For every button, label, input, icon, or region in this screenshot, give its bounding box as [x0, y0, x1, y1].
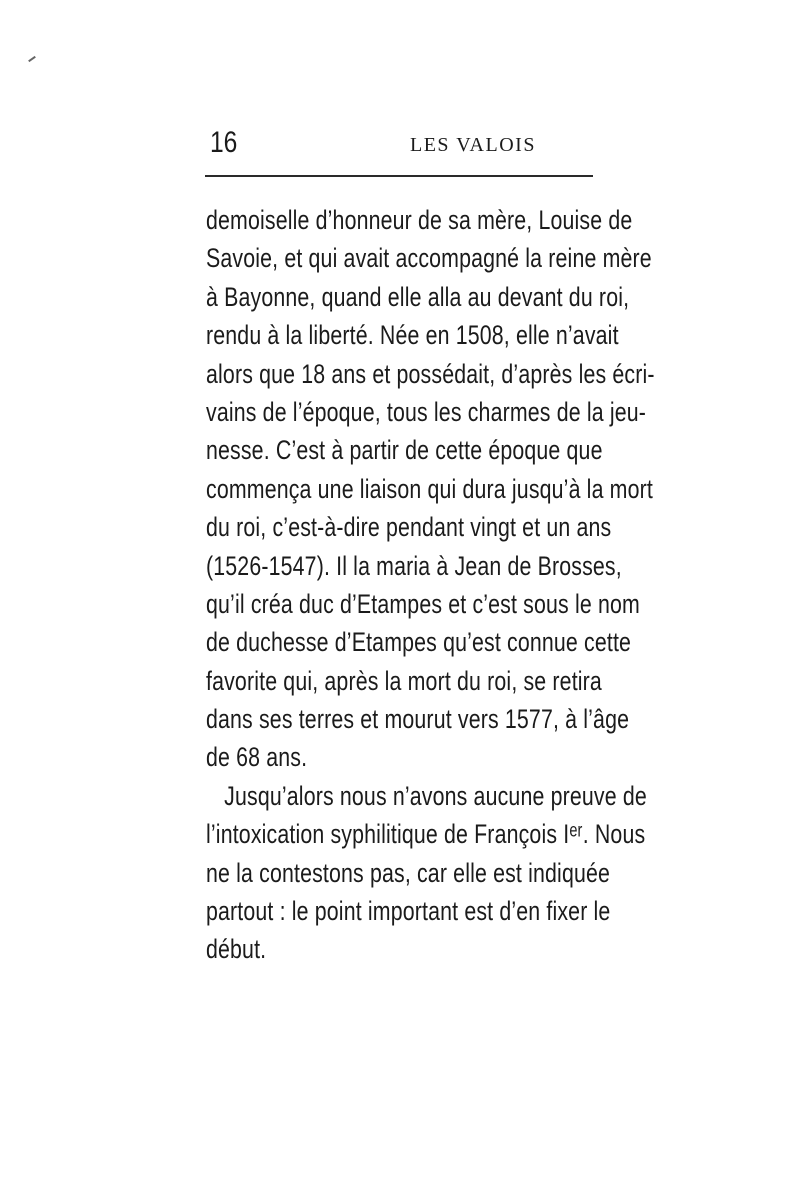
paragraph-start-line: Jusqu’alors nous n’avons aucune preuve de	[224, 780, 647, 811]
page-header	[0, 128, 800, 168]
body-text	[206, 201, 730, 969]
text-line: de 68 ans.	[206, 742, 308, 773]
page-number: 16	[210, 126, 238, 159]
text-line: ne la contestons pas, car elle est indiquée	[206, 857, 611, 888]
text-line: à Bayonne, quand elle alla au devant du roi,	[206, 281, 630, 312]
text-line: demoiselle d’honneur de sa mère, Louise de	[206, 205, 633, 235]
text-line: alors que 18 ans et possédait, d’après les écri-	[206, 358, 655, 389]
text-line: rendu à la liberté. Née en 1508, elle n’avait	[206, 320, 619, 351]
text-line: partout : le point important est d’en fixer le	[206, 896, 611, 927]
text-line: commença une liaison qui dura jusqu’à la mort	[206, 473, 653, 504]
text-line: Savoie, et qui avait accompagné la reine mère	[206, 243, 652, 274]
text-line: favorite qui, après la mort du roi, se retira	[206, 665, 602, 696]
text-line: qu’il créa duc d’Etampes et c’est sous le nom	[206, 588, 640, 619]
text-line: début.	[206, 934, 267, 965]
text-line: de duchesse d’Etampes qu’est connue cette	[206, 627, 632, 658]
text-line: du roi, c’est-à-dire pendant vingt et un ans	[206, 512, 612, 543]
running-head: LES VALOIS	[410, 134, 536, 156]
text-line: (1526-1547). Il la maria à Jean de Brosses,	[206, 550, 622, 581]
scan-mark	[28, 56, 36, 62]
text-line: nesse. C’est à partir de cette époque que	[206, 435, 603, 466]
header-rule	[205, 175, 593, 177]
text-line: l’intoxication syphilitique de François Iᵉʳ. Nous	[206, 819, 646, 850]
text-line: dans ses terres et mourut vers 1577, à l’âge	[206, 704, 630, 735]
text-line: vains de l’époque, tous les charmes de la jeu-	[206, 396, 647, 427]
